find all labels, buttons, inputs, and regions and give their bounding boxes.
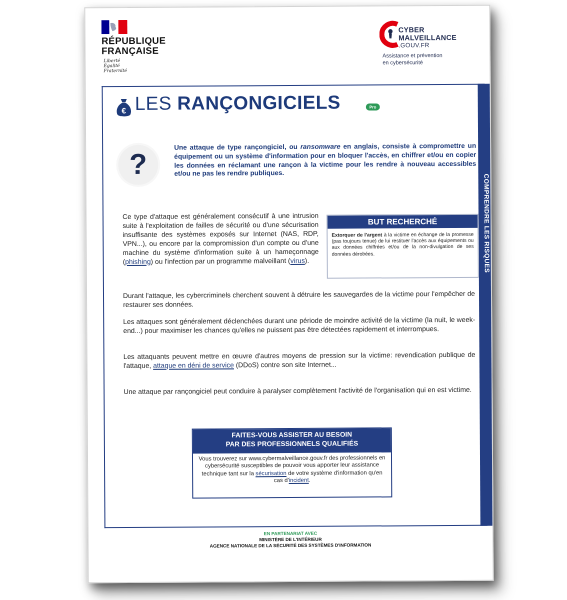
intro-paragraph: [174, 143, 476, 180]
cause-text-b: ) ou l'infection par un programme malveillant (: [150, 257, 291, 266]
goal-text-rest: à la victime en échange de la promesse (pas toujours tenue) de lui restituer l'accès aux équipements ou aux données chiffrées et/ou de la non-divulgation de ses données dérobées.: [331, 231, 474, 258]
assistance-text-b: de votre système d'information qu'en cas d': [273, 470, 383, 484]
brand-tagline: Assistance et prévention en cybersécurité: [382, 53, 443, 66]
ddos-link[interactable]: attaque en déni de service: [153, 362, 234, 370]
money-bag-icon: [116, 98, 132, 118]
audience-badge: Pro: [366, 103, 380, 110]
assistance-text: [197, 455, 387, 485]
title-main: RANÇONGICIELS: [177, 92, 341, 115]
goal-box: [327, 214, 479, 279]
cause-text-a: Ce type d'attaque est généralement consécutif à une intrusion suite à l'exploitation de failles de sécurité ou d'une sécurisation insuffisante des systèmes exposés sur Internet (NAS, RDP, VPN...), ou encore par la compromission d'un compte ou d'une machine du système d'information suite à un hameçonnage (: [122, 212, 319, 266]
category-label: COMPRENDRE LES RISQUES: [482, 173, 490, 273]
intro-ransomware-term: ransomware: [300, 143, 341, 151]
marianne-logo-icon: [101, 20, 127, 34]
page-header: [85, 6, 489, 78]
assistance-box: [192, 427, 392, 498]
timing-paragraph: Les attaques sont généralement déclenchées durant une période de moindre activité de la victime (la nuit, le week-end...) pour maximiser les chances qu'elles ne puissent pas être détectées rapidement et interrompues.: [123, 316, 476, 335]
phishing-link[interactable]: phishing: [125, 258, 151, 266]
brand-name: [398, 26, 456, 50]
assistance-title: FAITES-VOUS ASSISTER AU BESOIN PAR DES PROFESSIONNELS QUALIFIÉS: [193, 428, 391, 453]
cause-text-c: ).: [304, 257, 310, 265]
paralysis-paragraph: Une attaque par rançongiciel peut conduire à paralyser complètement l'activité de l'organisation qui en est victime.: [123, 386, 472, 397]
document-page: [84, 5, 494, 583]
intro-text-1: Une attaque de type rançongiciel, ou: [174, 143, 301, 152]
goal-bold: Extorquer de l'argent: [331, 232, 383, 239]
republic-name: RÉPUBLIQUE FRANÇAISE: [101, 35, 166, 58]
svg-text:€: €: [121, 106, 127, 116]
partnership-label: EN PARTENARIAT AVEC: [263, 530, 318, 537]
question-mark-glyph: ?: [129, 148, 148, 181]
brand-domain: .GOUV.FR: [398, 41, 430, 49]
goal-title: BUT RECHERCHÉ: [328, 215, 478, 229]
question-mark-icon: [118, 145, 158, 185]
pressure-text-a: Les attaquants peuvent mettre en œuvre d'autres moyens de pression sur la victime: revendication publique de l'attaque,: [123, 351, 476, 370]
category-sidebar: [478, 84, 493, 526]
title-prefix: LES: [134, 93, 178, 115]
securisation-link[interactable]: sécurisation: [255, 470, 287, 477]
goal-text: [332, 232, 474, 258]
republic-motto: Liberté Égalité Fraternité: [103, 59, 128, 75]
partners-footer: [88, 530, 492, 550]
partner-anssi: AGENCE NATIONALE DE LA SÉCURITÉ DES SYSTÈMES D'INFORMATION: [209, 542, 372, 549]
backup-paragraph: Durant l'attaque, les cybercriminels cherchent souvent à détruire les sauvegardes de la victime pour l'empêcher de restaurer ses données.: [122, 290, 476, 309]
virus-link[interactable]: virus: [290, 257, 305, 265]
page-title: [135, 93, 341, 116]
assistance-text-a: Vous trouverez sur www.cybermalveillance.gouv.fr des professionnels en cybersécurité susceptibles de pouvoir vous apporter leur assistance technique tant sur la: [198, 455, 386, 478]
brand-line-2: MALVEILLANCE: [398, 32, 457, 43]
partner-ministry: MINISTÈRE DE L'INTÉRIEUR: [259, 536, 322, 543]
brand-line-1: CYBER: [398, 25, 425, 35]
incident-link[interactable]: incident: [288, 477, 309, 484]
assistance-text-c: .: [308, 477, 311, 484]
pressure-paragraph: [123, 352, 475, 372]
pressure-text-b: (DDoS) contre son site Internet...: [233, 361, 337, 370]
intro-text-2: en anglais, consiste à compromettre un équipement ou un système d'information pour en bloquer l'accès, en chiffrer et/ou en copier les données en réclamant une rançon à la victime pour les rendre à nouveau accessibles et/ou ne pas les rendre publiques.: [174, 142, 477, 179]
cause-paragraph: [123, 213, 319, 268]
